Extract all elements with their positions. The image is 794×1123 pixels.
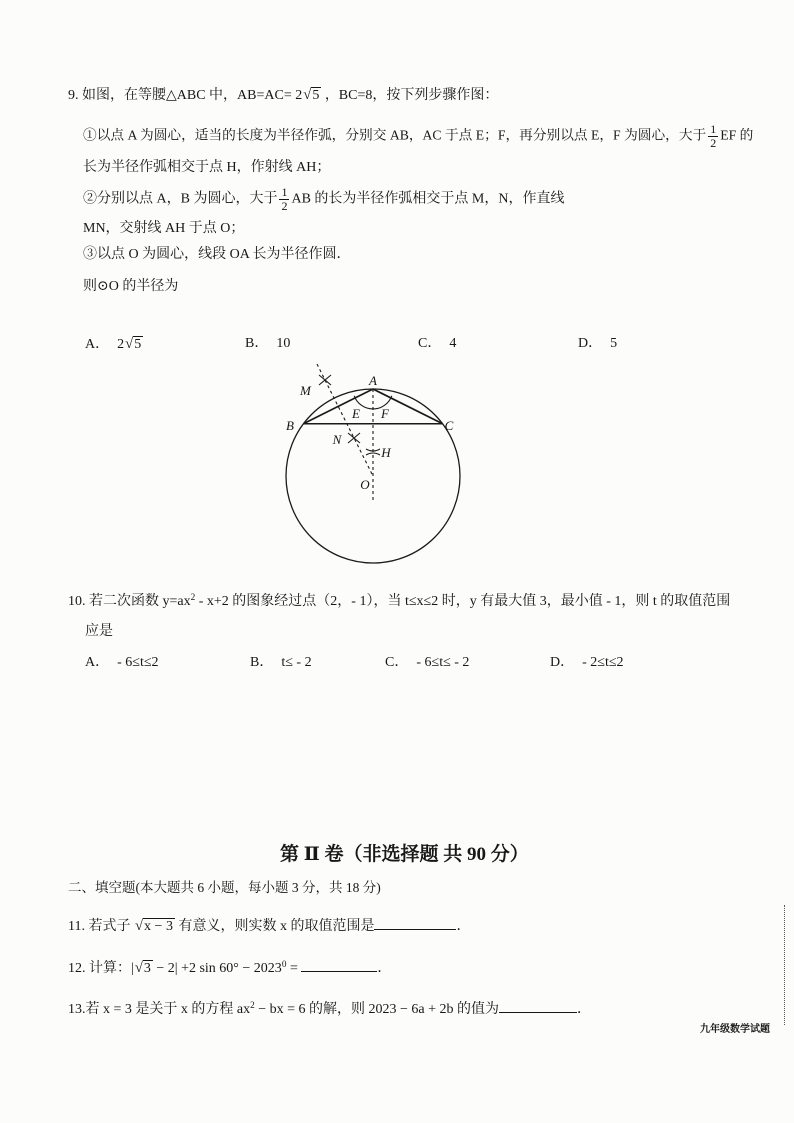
question-10-text-b: - x+2 的图象经过点（2，- 1），当 t≤x≤2 时，y 有最大值 3，最小值 - 1，则 t 的取值范围 <box>195 594 731 609</box>
step-2-line-2: MN，交射线 AH 于点 O； <box>83 221 245 236</box>
question-11-text-a: 若式子 <box>88 919 131 934</box>
fraction-denominator: 2 <box>281 199 288 213</box>
question-9-ask: 则⊙O 的半径为 <box>83 279 179 294</box>
question-9-stem <box>68 85 498 106</box>
option-label: C． <box>385 655 409 670</box>
fraction-one-half <box>279 186 289 213</box>
question-12 <box>68 957 391 979</box>
step-3-text: 以点 O 为圆心，线段 OA 长为半径作圆． <box>97 247 351 262</box>
fraction-denominator: 2 <box>710 136 717 150</box>
question-end-mark: ． <box>456 919 471 934</box>
page-footer: 九年级数学试题 <box>700 1024 770 1035</box>
option-label: A． <box>85 655 110 670</box>
radical-sign: √ <box>134 918 144 934</box>
option-value: - 6≤t≤ - 2 <box>416 655 470 670</box>
question-number: 9. <box>68 88 79 103</box>
step-marker: ① <box>83 127 97 143</box>
label-o: O <box>360 477 370 492</box>
answer-blank <box>499 998 577 1013</box>
question-13 <box>68 998 591 1020</box>
step-1-text-b: EF 的 <box>720 127 754 143</box>
label-c: C <box>444 418 454 433</box>
answer-blank <box>374 915 456 930</box>
option-b <box>245 334 290 354</box>
question-12-text-a: 计算：| <box>89 961 134 976</box>
answer-blank <box>301 957 377 972</box>
question-10-text-a: 若二次函数 y=ax <box>89 594 191 609</box>
step-1-line-2: 长为半径作弧相交于点 H，作射线 AH； <box>83 160 331 175</box>
option-a <box>85 334 143 355</box>
part-2-heading: 第 Ⅱ 卷（非选择题 共 90 分） <box>280 844 529 865</box>
exponent: 0 <box>281 958 287 969</box>
option-value: - 6≤t≤2 <box>117 655 159 670</box>
question-13-text-b: − bx = 6 的解，则 2023 − 6a + 2b 的值为 <box>254 1002 500 1017</box>
exponent: 2 <box>250 999 255 1010</box>
radical-expression <box>134 961 153 976</box>
radicand: 5 <box>312 88 320 103</box>
fraction-one-half <box>708 123 718 150</box>
step-marker: ② <box>83 191 97 207</box>
fraction-numerator: 1 <box>281 185 288 199</box>
option-c <box>385 653 469 673</box>
geometry-figure <box>270 360 480 575</box>
option-value: 4 <box>449 336 457 351</box>
option-label: C． <box>418 336 442 351</box>
fraction-numerator: 1 <box>710 122 717 136</box>
radicand: x − 3 <box>144 919 173 934</box>
option-value: 10 <box>276 336 291 351</box>
question-9-text-a: 如图，在等腰△ABC 中，AB=AC= <box>82 88 292 103</box>
question-number: 11. <box>68 919 85 934</box>
step-2-line-1 <box>83 186 564 213</box>
question-10-line-2: 应是 <box>85 624 113 639</box>
radicand: 3 <box>143 961 151 976</box>
step-3-line <box>83 245 351 265</box>
radical-sign: √ <box>303 87 312 103</box>
radical-coefficient: 2 <box>295 88 303 103</box>
option-value: 5 <box>610 336 618 351</box>
question-number: 13. <box>68 1002 86 1017</box>
question-end-mark: ． <box>577 1002 592 1017</box>
step-1-text-a: 以点 A 为圆心，适当的长度为半径作弧，分别交 AB，AC 于点 E；F，再分别以点 E，F 为圆心，大于 <box>96 127 707 143</box>
option-label: B． <box>250 655 274 670</box>
question-number: 12. <box>68 961 86 976</box>
question-13-text-a: 若 x = 3 是关于 x 的方程 ax <box>85 1002 251 1017</box>
question-end-mark: ． <box>377 961 392 976</box>
option-label: D． <box>578 336 603 351</box>
label-m: M <box>300 383 311 398</box>
label-h: H <box>381 445 391 460</box>
option-label: B． <box>245 336 269 351</box>
question-number: 10. <box>68 594 86 609</box>
option-c <box>418 334 456 354</box>
binding-margin-line <box>784 905 785 1025</box>
question-10-stem <box>68 592 730 612</box>
radical-sign: √ <box>134 960 143 976</box>
radical-expression <box>295 88 321 103</box>
step-marker: ③ <box>83 247 97 262</box>
option-d <box>578 334 617 354</box>
option-a <box>85 653 159 673</box>
question-12-text-b: − 2| +2 sin 60° − 2023 <box>152 961 282 976</box>
section-heading: 二、填空题(本大题共 6 小题，每小题 3 分，共 18 分) <box>68 880 381 895</box>
label-f: F <box>381 406 389 421</box>
question-9-text-b: ，BC=8，按下列步骤作图： <box>324 88 499 103</box>
question-12-text-c: = <box>286 961 298 976</box>
option-value: - 2≤t≤2 <box>582 655 624 670</box>
step-1-line-1 <box>83 123 753 150</box>
radical-expression <box>134 919 175 934</box>
mark-m <box>319 375 331 385</box>
step-2-text-a: 分别以点 A，B 为圆心，大于 <box>97 191 278 207</box>
exponent: 2 <box>190 591 196 602</box>
radical-coefficient: 2 <box>117 337 125 352</box>
option-b <box>250 653 312 673</box>
question-11 <box>68 915 470 937</box>
option-d <box>550 653 624 673</box>
label-a: A <box>369 373 377 388</box>
step-2-text-b: AB 的长为半径作弧相交于点 M，N，作直线 <box>291 191 565 207</box>
radicand: 5 <box>134 337 142 352</box>
option-label: A． <box>85 337 110 352</box>
option-label: D． <box>550 655 575 670</box>
label-e: E <box>352 406 360 421</box>
label-n: N <box>332 432 342 447</box>
question-11-text-b: 有意义，则实数 x 的取值范围是 <box>178 919 375 934</box>
radical-sign: √ <box>125 336 134 352</box>
option-value: t≤ - 2 <box>281 655 312 670</box>
option-value <box>117 337 143 352</box>
label-b: B <box>286 418 294 433</box>
mark-n <box>348 433 360 443</box>
